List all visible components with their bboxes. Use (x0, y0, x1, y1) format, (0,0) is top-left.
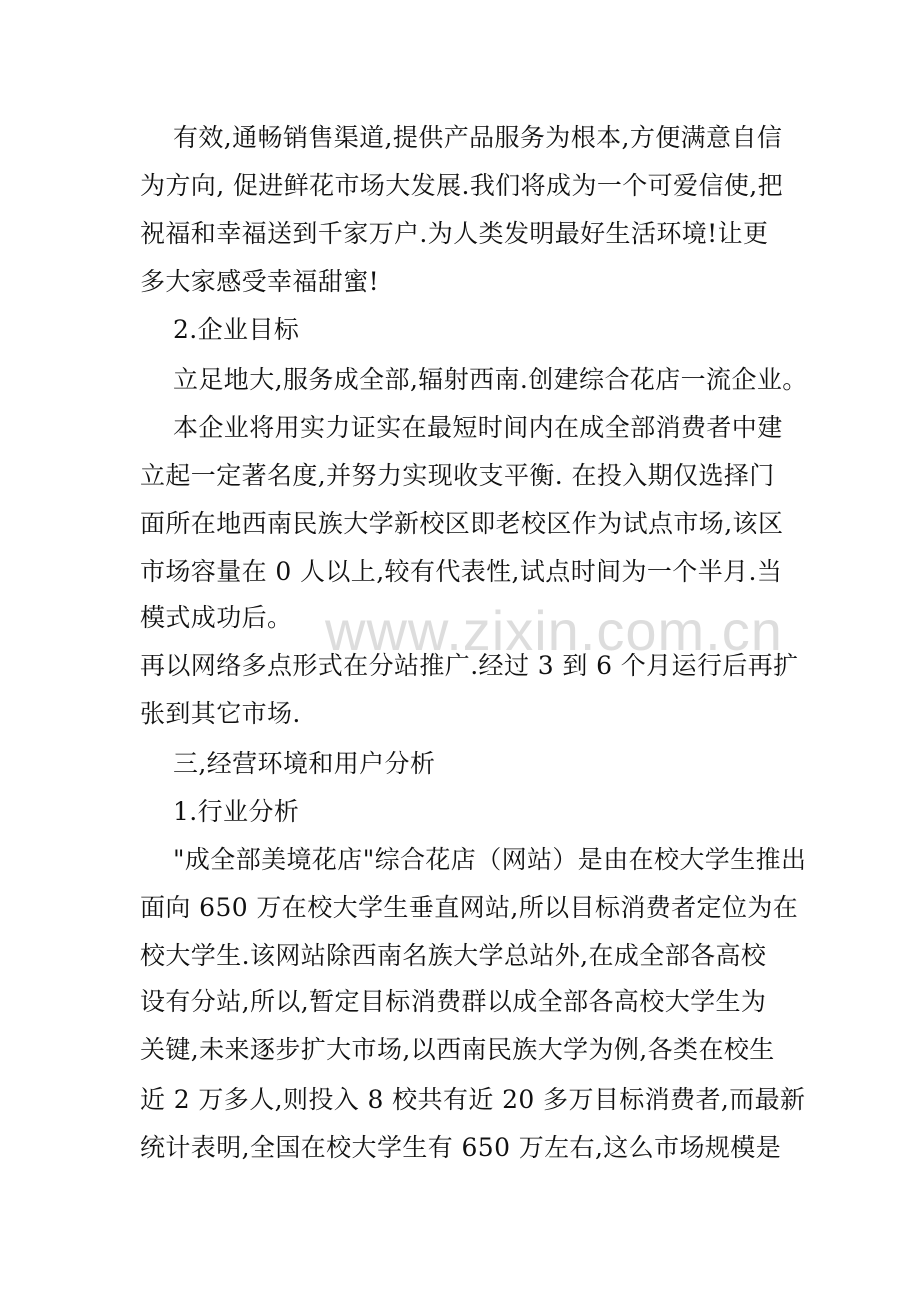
paragraph-line: 张到其它市场. (140, 699, 301, 728)
paragraph-line: 本企业将用实力证实在最短时间内在成全部消费者中建 (173, 413, 783, 442)
paragraph-line: 模式成功后。 (140, 603, 293, 632)
paragraph-line: 市场容量在 0 人以上,较有代表性,试点时间为一个半月.当 (140, 557, 783, 586)
paragraph-line: 面所在地西南民族大学新校区即老校区作为试点市场,该区 (140, 509, 784, 538)
paragraph-line: 多大家感受幸福甜蜜! (140, 267, 380, 296)
paragraph-line: 立起一定著名度,并努力实现收支平衡. 在投入期仅选择门 (140, 461, 775, 490)
paragraph-line: 为方向, 促进鲜花市场大发展.我们将成为一个可爱信使,把 (140, 171, 783, 200)
paragraph-line: "成全部美境花店"综合花店（网站）是由在校大学生推出 (173, 845, 807, 874)
paragraph-line: 再以网络多点形式在分站推广.经过 3 到 6 个月运行后再扩 (140, 651, 799, 680)
paragraph-line: 近 2 万多人,则投入 8 校共有近 20 多万目标消费者,而最新 (140, 1085, 806, 1114)
paragraph-line: 设有分站,所以,暂定目标消费群以成全部各高校大学生为 (140, 987, 767, 1016)
paragraph-line: 立足地大,服务成全部,辐射西南.创建综合花店一流企业。 (173, 365, 808, 394)
paragraph-line: 祝福和幸福送到千家万户.为人类发明最好生活环境!让更 (140, 219, 769, 248)
paragraph-line: 有效,通畅销售渠道,提供产品服务为根本,方便满意自信 (173, 123, 783, 152)
section-heading: 2.企业目标 (173, 315, 300, 344)
paragraph-line: 统计表明,全国在校大学生有 650 万左右,这么市场规模是 (140, 1133, 782, 1162)
paragraph-line: 关键,未来逐步扩大市场,以西南民族大学为例,各类在校生 (140, 1035, 775, 1064)
paragraph-line: 面向 650 万在校大学生垂直网站,所以目标消费者定位为在 (140, 893, 799, 922)
paragraph-line: 校大学生.该网站除西南名族大学总站外,在成全部各高校 (140, 941, 767, 970)
section-heading: 1.行业分析 (173, 797, 300, 826)
site-watermark: www.zixin.com.cn (325, 599, 783, 662)
section-heading: 三,经营环境和用户分析 (173, 749, 436, 778)
